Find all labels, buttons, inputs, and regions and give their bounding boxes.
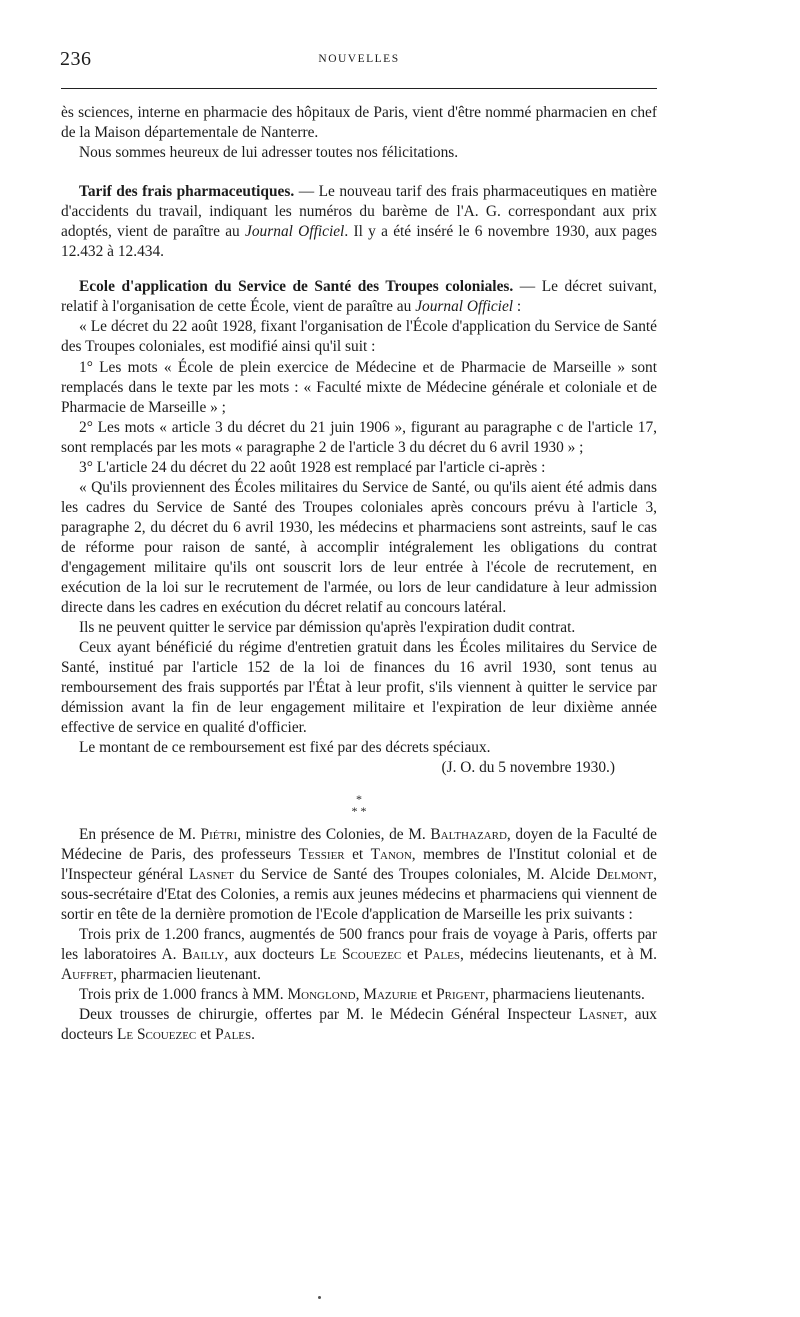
person-name: Balthazard (430, 825, 507, 843)
spacer (61, 163, 657, 182)
tarif-paragraph (61, 182, 657, 262)
prix-text: , pharmacien lieutenant. (113, 965, 261, 983)
prix-text: Trois prix de 1.000 francs à MM. (79, 985, 288, 1003)
tarif-heading: Tarif des frais pharmaceutiques. (79, 183, 295, 201)
decree-paragraph-3: 2° Les mots « article 3 du décret du 21 juin 1906 », figurant au paragraphe c de l'article 17, sont remplacés par les mots « paragraphe 2 de l'article 3 du décret du 6 avril 1930 » ; (61, 418, 657, 456)
article-body (61, 103, 657, 1045)
prix-text: , doyen de la Faculté de Médecine de Paris, des professeurs (61, 825, 657, 863)
ecole-intro-paragraph (61, 277, 657, 317)
asterism-separator (61, 793, 657, 817)
person-name: Tessier (298, 845, 345, 863)
asterism-top: * (356, 791, 362, 806)
prix-text: et (196, 1025, 216, 1043)
decree-paragraph-2: 1° Les mots « École de plein exercice de Médecine et de Pharmacie de Marseille » sont remplacés dans le texte par les mots : « Faculté mixte de Médecine générale et coloniale et de Pharmacie de Marseille » ; (61, 358, 657, 416)
tarif-text-a: — Le nouveau tarif des frais pharmaceutiques en matière d'accidents du travail, indiquant les numéros du barème de l'A. G. correspondant aux prix adoptés, vient de paraître au (61, 183, 657, 241)
ecole-text-a: — Le décret suivant, relatif à l'organisation de cette École, vient de paraître au (61, 278, 657, 316)
decree-paragraph-4: 3° L'article 24 du décret du 22 août 1928 est remplacé par l'article ci-après : (79, 458, 546, 476)
person-name: Lasnet (189, 865, 234, 883)
person-name: Auffret (61, 965, 114, 983)
prix-text: En présence de M. (79, 825, 201, 843)
prix-text: , médecins lieutenants, et à M. (460, 945, 657, 963)
ecole-text-b: : (513, 298, 522, 316)
person-name: Pales (215, 1025, 252, 1043)
decree-paragraph-6: Ils ne peuvent quitter le service par démission qu'après l'expiration dudit contrat. (79, 619, 576, 637)
prix-text: . (251, 1025, 255, 1043)
person-name: Piétri (200, 825, 238, 843)
person-name: Pales (423, 945, 461, 963)
prix-text: , (355, 985, 364, 1003)
header-rule (61, 88, 657, 89)
spacer (61, 262, 657, 277)
prix-text: , aux docteurs (224, 945, 321, 963)
person-name: Le Scouezec (320, 945, 402, 963)
person-name: Tanon (370, 845, 412, 863)
page-number: 236 (60, 48, 92, 70)
person-name: Delmont (596, 865, 654, 883)
prix-text: et (417, 985, 437, 1003)
tarif-journal: Journal Officiel (245, 223, 345, 241)
tarif-text-b: . Il y a été inséré le 6 novembre 1930, aux pages 12.432 à 12.434. (61, 223, 657, 261)
prix-text: , sous-secrétaire d'Etat des Colonies, a remis aux jeunes médecins et pharmaciens qui viennent de sortir en tête de la dernière promotion de l'Ecole d'application de Marseille les prix suivants : (61, 865, 657, 923)
prix-intro-paragraph (61, 825, 657, 925)
decree-paragraph-5: « Qu'ils proviennent des Écoles militaires du Service de Santé, ou qu'ils aient été admis dans les cadres du Service de Santé des Troupes coloniales après concours prévu à l'article 3, paragraphe 2, du décret du 6 avril 1930, les médecins et pharmaciens sont astreints, sauf le cas de réforme pour raison de santé, à accomplir intégralement les obligations du contrat d'engagement militaire qu'ils ont souscrit lors de leur entrée à l'école de recrutement, en exécution de la loi sur le recrutement de l'armée, ou lors de leur candidature à leur admission directe dans les cadres en exécution du décret relatif au concours latéral. (61, 478, 657, 617)
prix-text: du Service de Santé des Troupes coloniales, M. Alcide (233, 865, 597, 883)
ecole-journal: Journal Officiel (415, 298, 514, 316)
prix-text: et (344, 845, 371, 863)
decree-paragraph-1: « Le décret du 22 août 1928, fixant l'organisation de l'École d'application du Service de Santé des Troupes coloniales, est modifié ainsi qu'il suit : (61, 318, 657, 356)
person-name: Mazurie (363, 985, 418, 1003)
person-name: Lasnet (578, 1005, 624, 1023)
person-name: Prigent (436, 985, 485, 1003)
person-name: Monglond (287, 985, 356, 1003)
person-name: Bailly (182, 945, 225, 963)
prix-text: , ministre des Colonies, de M. (237, 825, 431, 843)
decree-source: (J. O. du 5 novembre 1930.) (441, 759, 615, 777)
prix-text: et (401, 945, 424, 963)
person-name: Le Scouezec (117, 1025, 197, 1043)
intro-paragraph (61, 103, 657, 143)
prix-text: Trois prix de 1.200 francs, augmentés de 500 francs pour frais de voyage à Paris, offerts par les laboratoires A. (61, 925, 657, 963)
congratulations-paragraph: Nous sommes heureux de lui adresser toutes nos félicitations. (79, 144, 459, 162)
prix-paragraph-4 (61, 1005, 657, 1045)
decree-paragraph-7: Ceux ayant bénéficié du régime d'entretien gratuit dans les Écoles militaires du Service de Santé, institué par l'article 152 de la loi de finances du 16 avril 1930, sont tenus au remboursement des frais supportés par l'État à leur profit, s'ils viennent à quitter le service par démission avant la fin de leur engagement militaire et l'expiration de leur dixième année effective de service en qualité d'officier. (61, 639, 657, 737)
ink-speck (318, 1296, 321, 1299)
page-header (60, 48, 658, 72)
decree-paragraph-8: Le montant de ce remboursement est fixé par des décrets spéciaux. (79, 739, 491, 757)
intro-text: ès sciences, interne en pharmacie des hôpitaux de Paris, vient d'être nommé pharmacien en chef de la Maison départementale de Nanterre. (61, 104, 657, 142)
prix-text: , membres de l'Institut colonial et de l'Inspecteur général (61, 845, 657, 883)
prix-paragraph-3 (61, 985, 657, 1005)
asterism-bottom: * * (351, 803, 367, 818)
prix-text: Deux trousses de chirurgie, offertes par M. le Médecin Général Inspecteur (79, 1005, 579, 1023)
ecole-heading: Ecole d'application du Service de Santé des Troupes coloniales. (79, 278, 514, 296)
prix-text: , pharmaciens lieutenants. (484, 985, 645, 1003)
prix-text: , aux docteurs (61, 1005, 657, 1043)
running-title: NOUVELLES (318, 53, 400, 65)
prix-paragraph-2 (61, 925, 657, 985)
